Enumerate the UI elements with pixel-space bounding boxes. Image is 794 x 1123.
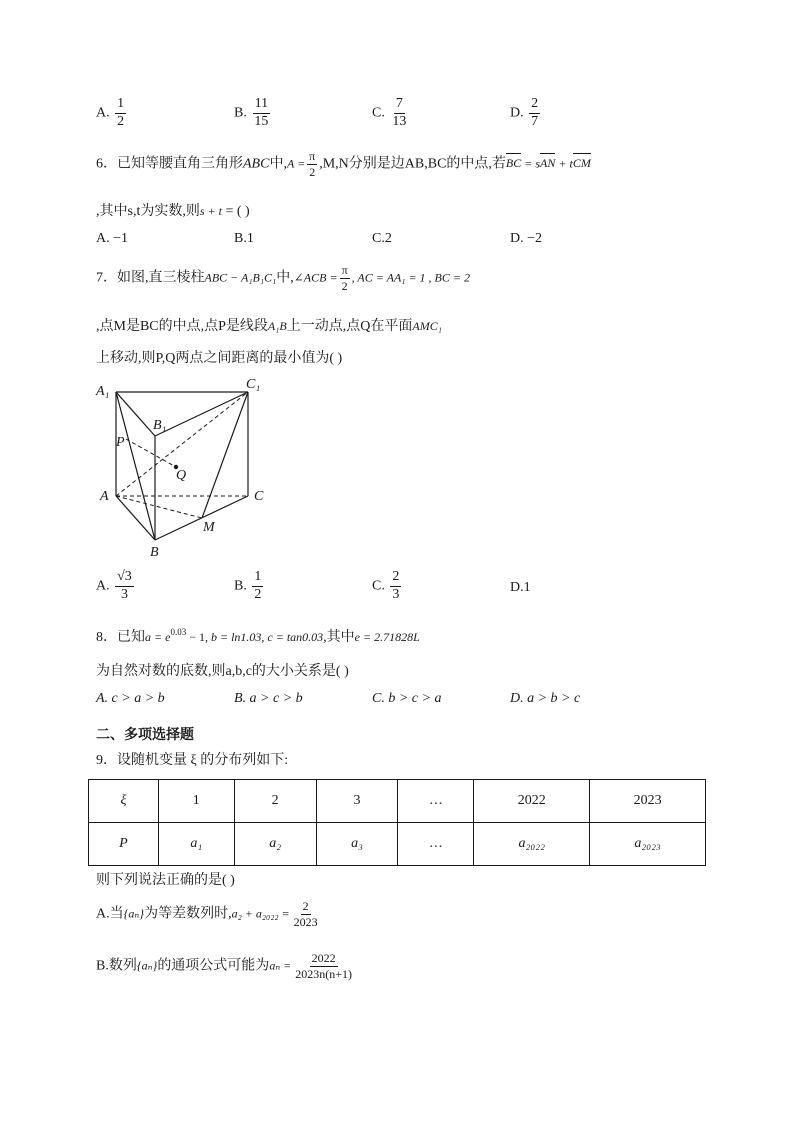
q7-stem-line2: ,点M是BC的中点,点P是线段A₁B上一动点,点Q在平面AMC₁ — [96, 319, 442, 334]
q7-option-b-fraction: $\frac{1}{2}$ — [254, 569, 262, 602]
prism-figure — [90, 372, 280, 564]
q7-stem-line1: 7．如图,直三棱柱ABC − A₁B₁C₁中,∠ACB = $\frac{\pi}{2}$ , AC = AA₁ = 1 , BC = 2 — [96, 263, 470, 293]
q7-option-b: B. $\frac{1}{2}$ — [234, 569, 262, 602]
q5-option-d-fraction: $\frac{2}{7}$ — [531, 96, 539, 129]
table-row-xi — [89, 780, 706, 823]
label-c: C — [254, 489, 264, 504]
vector-bc: BC — [505, 156, 522, 171]
label-m: M — [203, 520, 215, 535]
q7-option-c: C. $\frac{2}{3}$ — [372, 569, 400, 602]
q9-option-b-fraction: $\frac{2022}{2023n(n+1)}$ — [295, 951, 353, 981]
q5-option-d: D. $\frac{2}{7}$ — [510, 96, 539, 129]
q9-option-a-fraction: $\frac{2}{2023}$ — [293, 899, 318, 929]
table-cell: 2022 — [474, 780, 590, 823]
vector-cm: CM — [572, 156, 591, 171]
q8-option-b: B. a > c > b — [234, 691, 303, 706]
distribution-table — [88, 779, 706, 866]
q6-stem-line2: ,其中s,t为实数,则s + t = ( ) — [96, 204, 250, 219]
table-cell: P — [89, 823, 159, 866]
q7-option-a-fraction: $\frac{√3}{3}$ — [117, 569, 132, 602]
q5-option-c-fraction: $\frac{7}{13}$ — [392, 96, 407, 129]
table-cell: 3 — [316, 780, 398, 823]
q6-option-c: C.2 — [372, 231, 392, 246]
label-b: B — [150, 545, 159, 560]
table-cell: a₂₀₂₃ — [590, 823, 706, 866]
q8-option-d: D. a > b > c — [510, 691, 581, 706]
q7-stem-line3: 上移动,则P,Q两点之间距离的最小值为( ) — [96, 351, 343, 366]
q5-option-b-fraction: $\frac{11}{15}$ — [254, 96, 269, 129]
segment-a-m-hidden — [116, 496, 202, 518]
q7-option-c-fraction: $\frac{2}{3}$ — [392, 569, 400, 602]
label-a1: A₁ — [96, 384, 110, 399]
q5-option-a: A. $\frac{1}{2}$ — [96, 96, 125, 129]
section-title-multiple-choice: 二、多项选择题 — [96, 727, 194, 743]
table-cell: a₂ — [234, 823, 316, 866]
table-cell: 2 — [234, 780, 316, 823]
q9-option-b: B.数列{aₙ}的通项公式可能为aₙ = $\frac{2022}{2023n(n+1)}$ — [96, 951, 353, 981]
q8-option-c: C. b > c > a — [372, 691, 442, 706]
q6-option-d: D. −2 — [510, 231, 543, 246]
q8-stem-line2: 为自然对数的底数,则a,b,c的大小关系是( ) — [96, 664, 349, 679]
q6-option-b: B.1 — [234, 231, 254, 246]
label-p: P — [116, 435, 125, 450]
q9-stem: 9．设随机变量 ξ 的分布列如下: — [96, 753, 289, 768]
table-row-p — [89, 823, 706, 866]
table-cell: a₁ — [158, 823, 234, 866]
q8-stem-line1: 8．已知$a = e^{0.03} - 1$, b = ln1.03, c = tan0.03,其中e = 2.71828L — [96, 627, 420, 645]
q6-option-a: A. −1 — [96, 231, 129, 246]
q5-option-c: C. $\frac{7}{13}$ — [372, 96, 407, 129]
q7-pi-over-2: $\frac{\pi}{2}$ — [341, 263, 348, 293]
label-b1: B₁ — [153, 418, 167, 433]
segment-p-q-hidden — [126, 439, 176, 467]
label-q: Q — [176, 468, 187, 483]
label-c1: C₁ — [246, 377, 261, 392]
table-cell: a₂₀₂₂ — [474, 823, 590, 866]
vector-an: AN — [540, 156, 556, 171]
q9-option-a: A.当{aₙ}为等差数列时,a₂ + a₂₀₂₂ = $\frac{2}{2023}$ — [96, 899, 318, 929]
q5-option-b: B. $\frac{11}{15}$ — [234, 96, 269, 129]
q5-option-a-fraction: $\frac{1}{2}$ — [117, 96, 125, 129]
edge-b-c — [155, 496, 248, 540]
table-cell: … — [398, 780, 474, 823]
q9-question: 则下列说法正确的是( ) — [96, 873, 235, 888]
q7-option-a: A. $\frac{√3}{3}$ — [96, 569, 132, 602]
table-cell: … — [398, 823, 474, 866]
label-a: A — [100, 489, 109, 504]
q7-option-d: D.1 — [510, 580, 531, 595]
table-cell: a₃ — [316, 823, 398, 866]
q8-option-a: A. c > a > b — [96, 691, 165, 706]
q6-stem-line1: 6．已知等腰直角三角形ABC中,A = $\frac{\pi}{2}$ ,M,N分别是边AB,BC的中点,若BC = sAN + tCM — [96, 149, 591, 179]
q6-pi-over-2: $\frac{\pi}{2}$ — [309, 149, 316, 179]
table-cell: 1 — [158, 780, 234, 823]
table-cell: ξ — [89, 780, 159, 823]
table-cell: 2023 — [590, 780, 706, 823]
